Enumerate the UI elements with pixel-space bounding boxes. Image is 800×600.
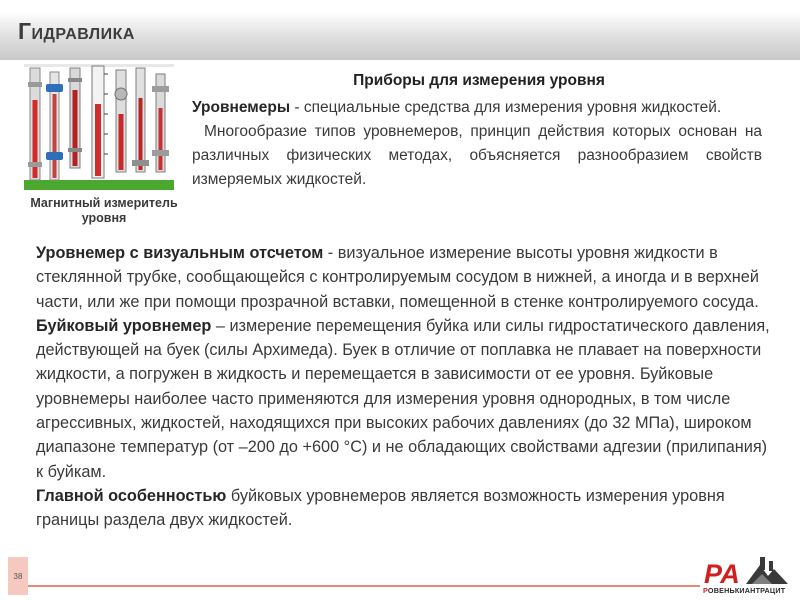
main-feature-paragraph [36,484,776,533]
buoy-gauge-text: – измерение перемещения буйка или силы гидростатического давления, действующей на буек (силы Архимеда). Буек в отличие от поплавка не плавает на поверхности жидкости, а погружен в жидкость и перемещается в зависимости от ее уровня. Буйковые уровнемеры наиболее часто применяются для измерения уровня однородных, в том числе агрессивных, жидкостей, находящихся при высоких рабочих давлениях (до 32 МПа), широком диапазоне температур (от –200 до +600 °С) и не обладающих свойствами адгезии (прилипания) к буйкам. [36,316,770,481]
intro-p1-text: - специальные средства для измерения уровня жидкостей. [290,99,722,116]
level-gauges-photo [24,64,174,190]
visual-gauge-text: - визуальное измерение высоты уровня жидкости в стеклянной трубке, сообщающейся с контролируемым сосудом в нижней, а иногда и в верхней части, или же при помощи прозрачной вставки, помещенной в стенке контролируемого сосуда. [36,244,759,311]
main-feature-text: буйковых уровнемеров является возможность измерения уровня границы раздела двух жидкостей. [36,486,725,530]
buoy-gauge-paragraph [36,314,776,484]
photo-caption: Магнитный измеритель уровня [30,196,178,225]
intro-paragraph-2: Многообразие типов уровнемеров, принцип действия которых основан на различных физических методах, объясняется разнообразием свойств измеряемых жидкостей. [192,123,762,188]
intro-paragraph-1 [192,96,762,120]
slide-title: Гидравлика [18,18,135,44]
body-text [36,241,776,533]
page-number: 38 [13,572,23,581]
section-heading: Приборы для измерения уровня [353,72,605,89]
term-level-gauges: Уровнемеры [192,99,291,116]
intro-text [192,96,762,192]
term-buoy-gauge: Буйковый уровнемер [36,316,212,335]
term-visual-gauge: Уровнемер с визуальным отсчетом [36,244,324,262]
logo-wordmark: РОВЕНЬКИАНТРАЦИТ [703,586,786,595]
footer-rule [28,585,700,587]
visual-gauge-paragraph [36,241,776,314]
logo-mark: РА [704,559,740,589]
term-main-feature: Главной особенностью [36,486,227,505]
